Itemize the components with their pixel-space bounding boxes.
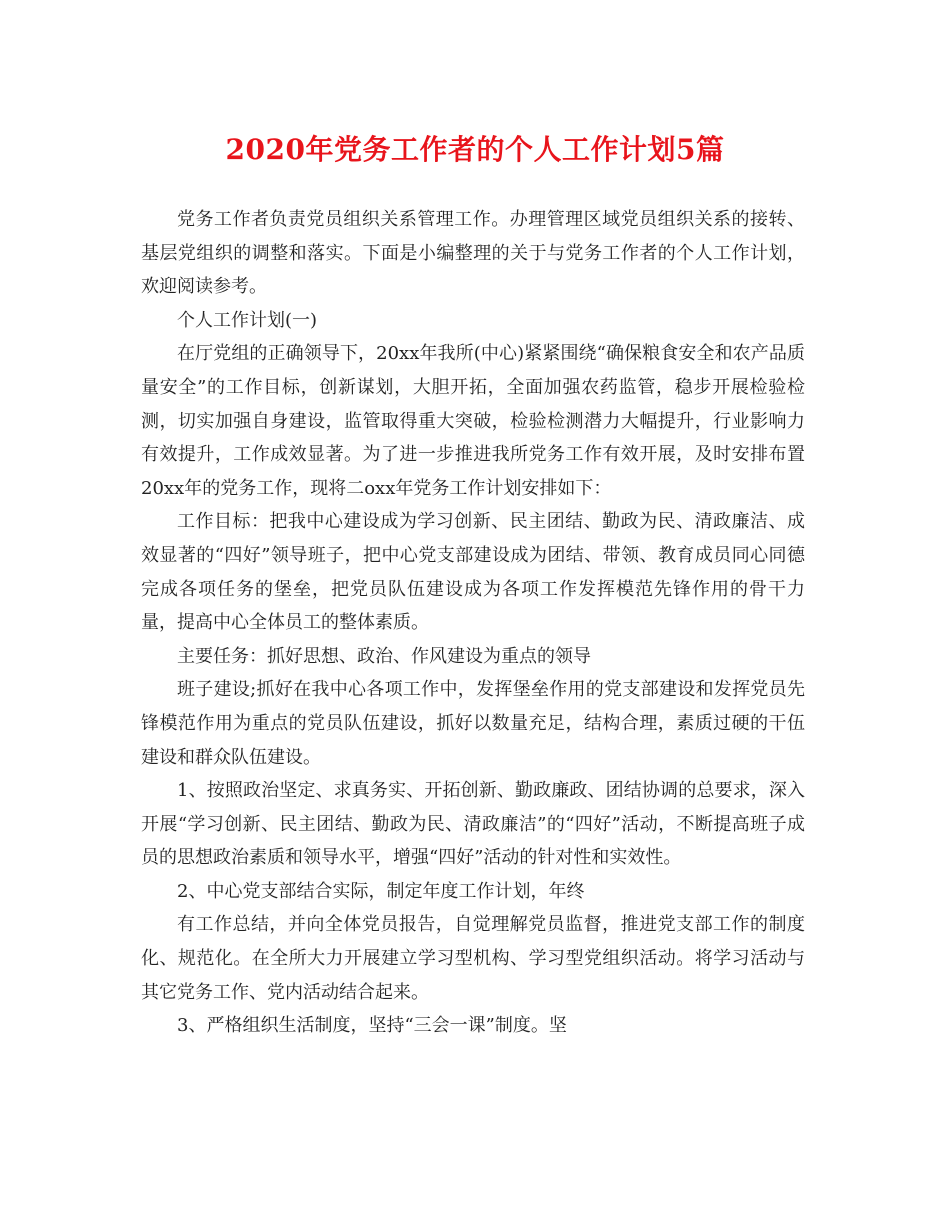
paragraph-intro: 党务工作者负责党员组织关系管理工作。办理管理区域党员组织关系的接转、基层党组织的调整和落实。下面是小编整理的关于与党务工作者的个人工作计划，欢迎阅读参考。 [141,209,805,298]
paragraph-background: 在厅党组的正确领导下，20xx年我所(中心)紧紧围绕“确保粮食安全和农产品质量安全”的工作目标，创新谋划，大胆开拓，全面加强农药监管，稳步开展检验检测，切实加强自身建设，监管取得重大突破，检验检测潜力大幅提升，行业影响力有效提升，工作成效显著。为了进一步推进我所党务工作有效开展，及时安排布置20xx年的党务工作，现将二oxx年党务工作计划安排如下： [141,343,805,499]
paragraph-item-1: 1、按照政治坚定、求真务实、开拓创新、勤政廉政、团结协调的总要求，深入开展“学习创新、民主团结、勤政为民、清政廉洁”的“四好”活动，不断提高班子成员的思想政治素质和领导水平，增强“四好”活动的针对性和实效性。 [141,780,805,869]
paragraph-item-3: 3、严格组织生活制度，坚持“三会一课”制度。坚 [177,1015,567,1037]
paragraph-main-task: 主要任务：抓好思想、政治、作风建设为重点的领导 [177,645,591,667]
document-body [141,203,805,1043]
paragraph-plan-heading: 个人工作计划(一) [177,309,318,331]
paragraph-item-2: 2、中心党支部结合实际，制定年度工作计划，年终 [177,880,585,902]
paragraph-work-goal: 工作目标：把我中心建设成为学习创新、民主团结、勤政为民、清政廉洁、成效显著的“四好”领导班子，把中心党支部建设成为团结、带领、教育成员同心同德完成各项任务的堡垒，把党员队伍建设成为各项工作发挥模范先锋作用的骨干力量，提高中心全体员工的整体素质。 [141,511,805,634]
document-title: 2020年党务工作者的个人工作计划5篇 [225,133,725,166]
paragraph-item-2-cont: 有工作总结，并向全体党员报告，自觉理解党员监督，推进党支部工作的制度化、规范化。在全所大力开展建立学习型机构、学习型党组织活动。将学习活动与其它党务工作、党内活动结合起来。 [141,914,805,1003]
paragraph-team-building: 班子建设;抓好在我中心各项工作中，发挥堡垒作用的党支部建设和发挥党员先锋模范作用为重点的党员队伍建设，抓好以数量充足，结构合理，素质过硬的干伍建设和群众队伍建设。 [141,679,805,768]
